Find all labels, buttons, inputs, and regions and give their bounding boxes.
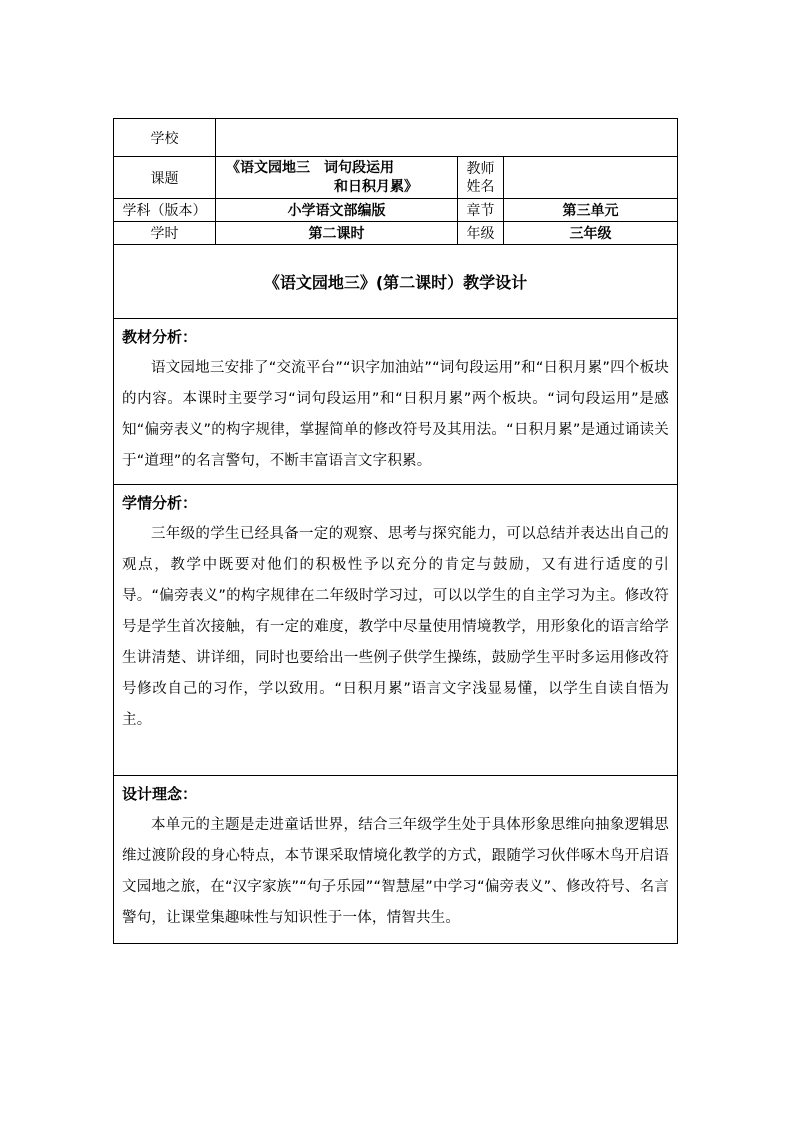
topic-line-1: 《语文园地三 词句段运用 (226, 159, 394, 176)
chapter-label: 章节 (458, 199, 504, 222)
period-value: 第二课时 (216, 222, 458, 245)
school-value (216, 119, 678, 157)
period-label: 学时 (114, 222, 216, 245)
material-cell (114, 319, 678, 485)
design-title: 《语文园地三》(第二课时）教学设计 (114, 245, 678, 319)
grade-value: 三年级 (504, 222, 678, 245)
topic-line-2: 和日积月累》 (334, 178, 418, 195)
grade-label: 年级 (458, 222, 504, 245)
topic-row (114, 157, 678, 199)
subject-row (114, 199, 678, 222)
learner-section (114, 485, 678, 776)
teacher-label-line-2: 姓名 (466, 178, 495, 195)
design-title-row (114, 245, 678, 319)
lesson-plan-table (113, 118, 678, 944)
concept-cell (114, 776, 678, 944)
subject-value: 小学语文部编版 (216, 199, 458, 222)
material-section (114, 319, 678, 485)
teacher-label (458, 157, 504, 199)
learner-text: 三年级的学生已经具备一定的观察、思考与探究能力，可以总结并表达出自己的观点，教学中既要对他们的积极性予以充分的肯定与鼓励，又有进行适度的引导。“偏旁表义”的构字规律在二年级时学习过，可以以学生的自主学习为主。修改符号是学生首次接触，有一定的难度，教学中尽量使用情境教学，用形象化的语言给学生讲清楚、讲详细，同时也要给出一些例子供学生操练，鼓励学生平时多运用修改符号修改自己的习作，学以致用。“日积月累”语言文字浅显易懂，以学生自读自悟为主。 (122, 526, 670, 728)
chapter-value: 第三单元 (504, 199, 678, 222)
topic-label: 课题 (114, 157, 216, 199)
teacher-value (504, 157, 678, 199)
period-row (114, 222, 678, 245)
concept-text: 本单元的主题是走进童话世界，结合三年级学生处于具体形象思维向抽象逻辑思维过渡阶段的身心特点，本节课采取情境化教学的方式，跟随学习伙伴啄木鸟开启语文园地之旅，在“汉字家族”“句子乐园”“智慧屋”中学习“偏旁表义”、修改符号、名言警句，让课堂集趣味性与知识性于一体，情智共生。 (122, 817, 670, 926)
concept-heading: 设计理念： (122, 785, 198, 803)
learner-heading: 学情分析： (122, 494, 198, 512)
school-label: 学校 (114, 119, 216, 157)
school-row (114, 119, 678, 157)
teacher-label-line-1: 教师 (466, 160, 495, 177)
subject-label: 学科（版本） (114, 199, 216, 222)
material-text: 语文园地三安排了“交流平台”“识字加油站”“词句段运用”和“日积月累”四个板块的内容。本课时主要学习“词句段运用”和“日积月累”两个板块。“词句段运用”是感知“偏旁表义”的构字规律，掌握简单的修改符号及其用法。“日积月累”是通过诵读关于“道理”的名言警句，不断丰富语言文字积累。 (122, 360, 670, 469)
concept-section (114, 776, 678, 944)
material-heading: 教材分析： (122, 328, 198, 346)
topic-value (216, 157, 458, 199)
learner-cell (114, 485, 678, 776)
